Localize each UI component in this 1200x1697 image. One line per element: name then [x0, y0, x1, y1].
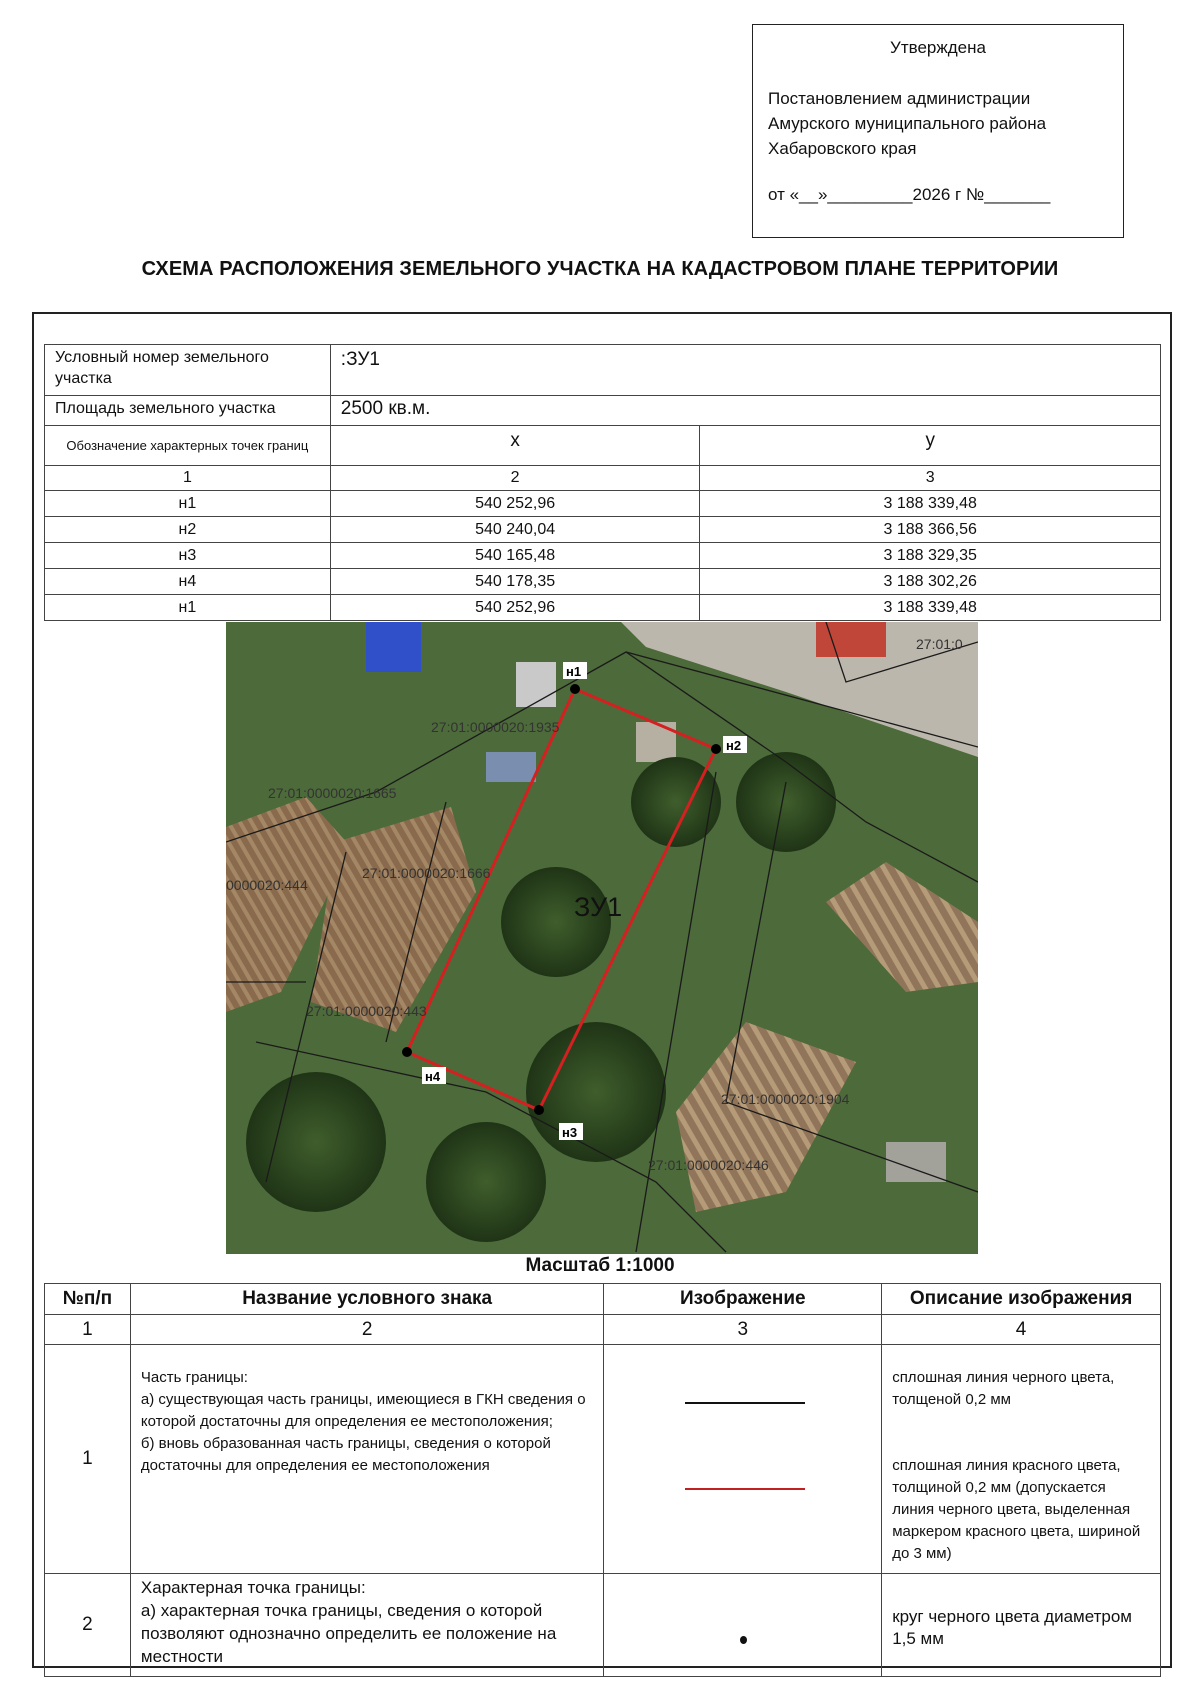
legend-desc-b: сплошная линия красного цвета, толщиной 0,2 мм (допускается линия черного цвета, выделенная маркером красного цвета, шириной до 3 мм)	[892, 1457, 1141, 1562]
legend-header-name: Название условного знака	[130, 1284, 604, 1315]
building	[516, 662, 556, 707]
legend-header-image: Изображение	[604, 1284, 882, 1315]
plot-number-row	[45, 345, 1161, 396]
plot-number-label: Условный номер земельного участка	[45, 345, 331, 396]
parcel-number: 27:01:0000020:446	[648, 1157, 769, 1173]
point-y: 3 188 329,35	[700, 543, 1161, 569]
tree	[501, 867, 611, 977]
colnum-3: 3	[700, 466, 1161, 491]
point-marker-n2	[711, 744, 721, 754]
point-name: н1	[45, 595, 331, 621]
map-scale: Масштаб 1:1000	[525, 1255, 675, 1276]
legend-colnum: 1	[45, 1315, 131, 1345]
building	[486, 752, 536, 782]
approval-line-1: Постановлением администрации	[768, 89, 1031, 108]
legend-row-num: 1	[45, 1345, 131, 1574]
legend-name-line: б) вновь образованная часть границы, сведения о которой достаточны для определения ее местоположения	[140, 1435, 551, 1474]
coord-row	[45, 517, 1161, 543]
legend-header-num: №п/п	[45, 1284, 131, 1315]
point-label-n1: н1	[566, 664, 582, 679]
parcel-number: 27:01:0000020:1665	[268, 785, 397, 801]
legend-name-line: а) характерная точка границы, сведения о которой позволяют однозначно определить ее положение на местности	[140, 1601, 557, 1666]
building	[366, 622, 421, 672]
tree	[736, 752, 836, 852]
plot-number-value: :ЗУ1	[330, 345, 1160, 396]
parcel-number: 0000020:444	[226, 877, 308, 893]
parcel-number: 27:01:0000020:1935	[431, 719, 560, 735]
legend-colnum-row	[45, 1315, 1161, 1345]
y-header: y	[700, 426, 1161, 466]
legend-name-line: Часть границы:	[140, 1369, 248, 1386]
legend-colnum: 3	[604, 1315, 882, 1345]
point-y: 3 188 339,48	[700, 491, 1161, 517]
tree	[246, 1072, 386, 1212]
approval-stamp	[752, 24, 1124, 238]
colnum-1: 1	[45, 466, 331, 491]
plot-area-value: 2500 кв.м.	[330, 396, 1160, 426]
approval-line-3: Хабаровского края	[768, 139, 917, 158]
legend-colnum: 2	[130, 1315, 604, 1345]
point-x: 540 240,04	[330, 517, 700, 543]
legend-row-boundary	[45, 1345, 1161, 1574]
point-x: 540 252,96	[330, 491, 700, 517]
point-y: 3 188 302,26	[700, 569, 1161, 595]
approval-line-2: Амурского муниципального района	[768, 114, 1047, 133]
points-label: Обозначение характерных точек границ	[45, 426, 331, 466]
tree	[426, 1122, 546, 1242]
coord-row	[45, 595, 1161, 621]
point-name: н1	[45, 491, 331, 517]
building	[816, 622, 886, 657]
legend-colnum: 4	[882, 1315, 1161, 1345]
plot-label: ЗУ1	[574, 892, 623, 922]
parcel-number: 27:01:0000020:443	[306, 1003, 427, 1019]
legend-desc-a: сплошная линия черного цвета, толщеной 0,2 мм	[892, 1369, 1115, 1408]
point-y: 3 188 339,48	[700, 595, 1161, 621]
legend-name-line: Характерная точка границы:	[140, 1578, 366, 1597]
approval-title: Утверждена	[890, 38, 986, 57]
coords-header-row	[45, 426, 1161, 466]
legend-header-desc: Описание изображения	[882, 1284, 1161, 1315]
legend-row-image	[604, 1574, 882, 1677]
point-label-n4: н4	[425, 1069, 441, 1084]
colnum-2: 2	[330, 466, 700, 491]
red-line-symbol	[685, 1488, 805, 1490]
point-name: н4	[45, 569, 331, 595]
parcel-number: 27:01:0000020:1666	[362, 865, 491, 881]
plot-area-label: Площадь земельного участка	[45, 396, 331, 426]
approval-date-line: от «__»_________2026 г №_______	[768, 185, 1051, 204]
parcel-number: 27:01:0	[916, 636, 963, 652]
map-svg	[226, 622, 978, 1254]
coords-colnum-row	[45, 466, 1161, 491]
point-marker-n4	[402, 1047, 412, 1057]
plot-info-table	[44, 344, 1161, 621]
coord-row	[45, 569, 1161, 595]
point-name: н3	[45, 543, 331, 569]
point-symbol	[740, 1636, 747, 1644]
document-title: СХЕМА РАСПОЛОЖЕНИЯ ЗЕМЕЛЬНОГО УЧАСТКА НА КАДАСТРОВОМ ПЛАНЕ ТЕРРИТОРИИ	[141, 258, 1059, 280]
point-label-n2: н2	[726, 738, 742, 753]
parcel-number: 27:01:0000020:1904	[721, 1091, 850, 1107]
point-y: 3 188 366,56	[700, 517, 1161, 543]
legend-row-name	[130, 1345, 604, 1574]
black-line-symbol	[685, 1402, 805, 1404]
legend-header-row	[45, 1284, 1161, 1315]
legend-row-num: 2	[45, 1574, 131, 1677]
legend-row-desc	[882, 1345, 1161, 1574]
point-x: 540 165,48	[330, 543, 700, 569]
coord-row	[45, 491, 1161, 517]
x-header: x	[330, 426, 700, 466]
legend-name-line: а) существующая часть границы, имеющиеся в ГКН сведения о которой достаточны для определения ее местоположения;	[140, 1391, 586, 1430]
point-label-n3: н3	[562, 1125, 578, 1140]
point-name: н2	[45, 517, 331, 543]
legend-row-name	[130, 1574, 604, 1677]
legend-row-image	[604, 1345, 882, 1574]
point-x: 540 252,96	[330, 595, 700, 621]
point-marker-n1	[570, 684, 580, 694]
cadastral-map	[226, 622, 978, 1254]
legend-row-point	[45, 1574, 1161, 1677]
legend-row-desc: круг черного цвета диаметром 1,5 мм	[882, 1574, 1161, 1677]
point-x: 540 178,35	[330, 569, 700, 595]
point-marker-n3	[534, 1105, 544, 1115]
legend-table	[44, 1283, 1161, 1677]
coord-row	[45, 543, 1161, 569]
plot-area-row	[45, 396, 1161, 426]
